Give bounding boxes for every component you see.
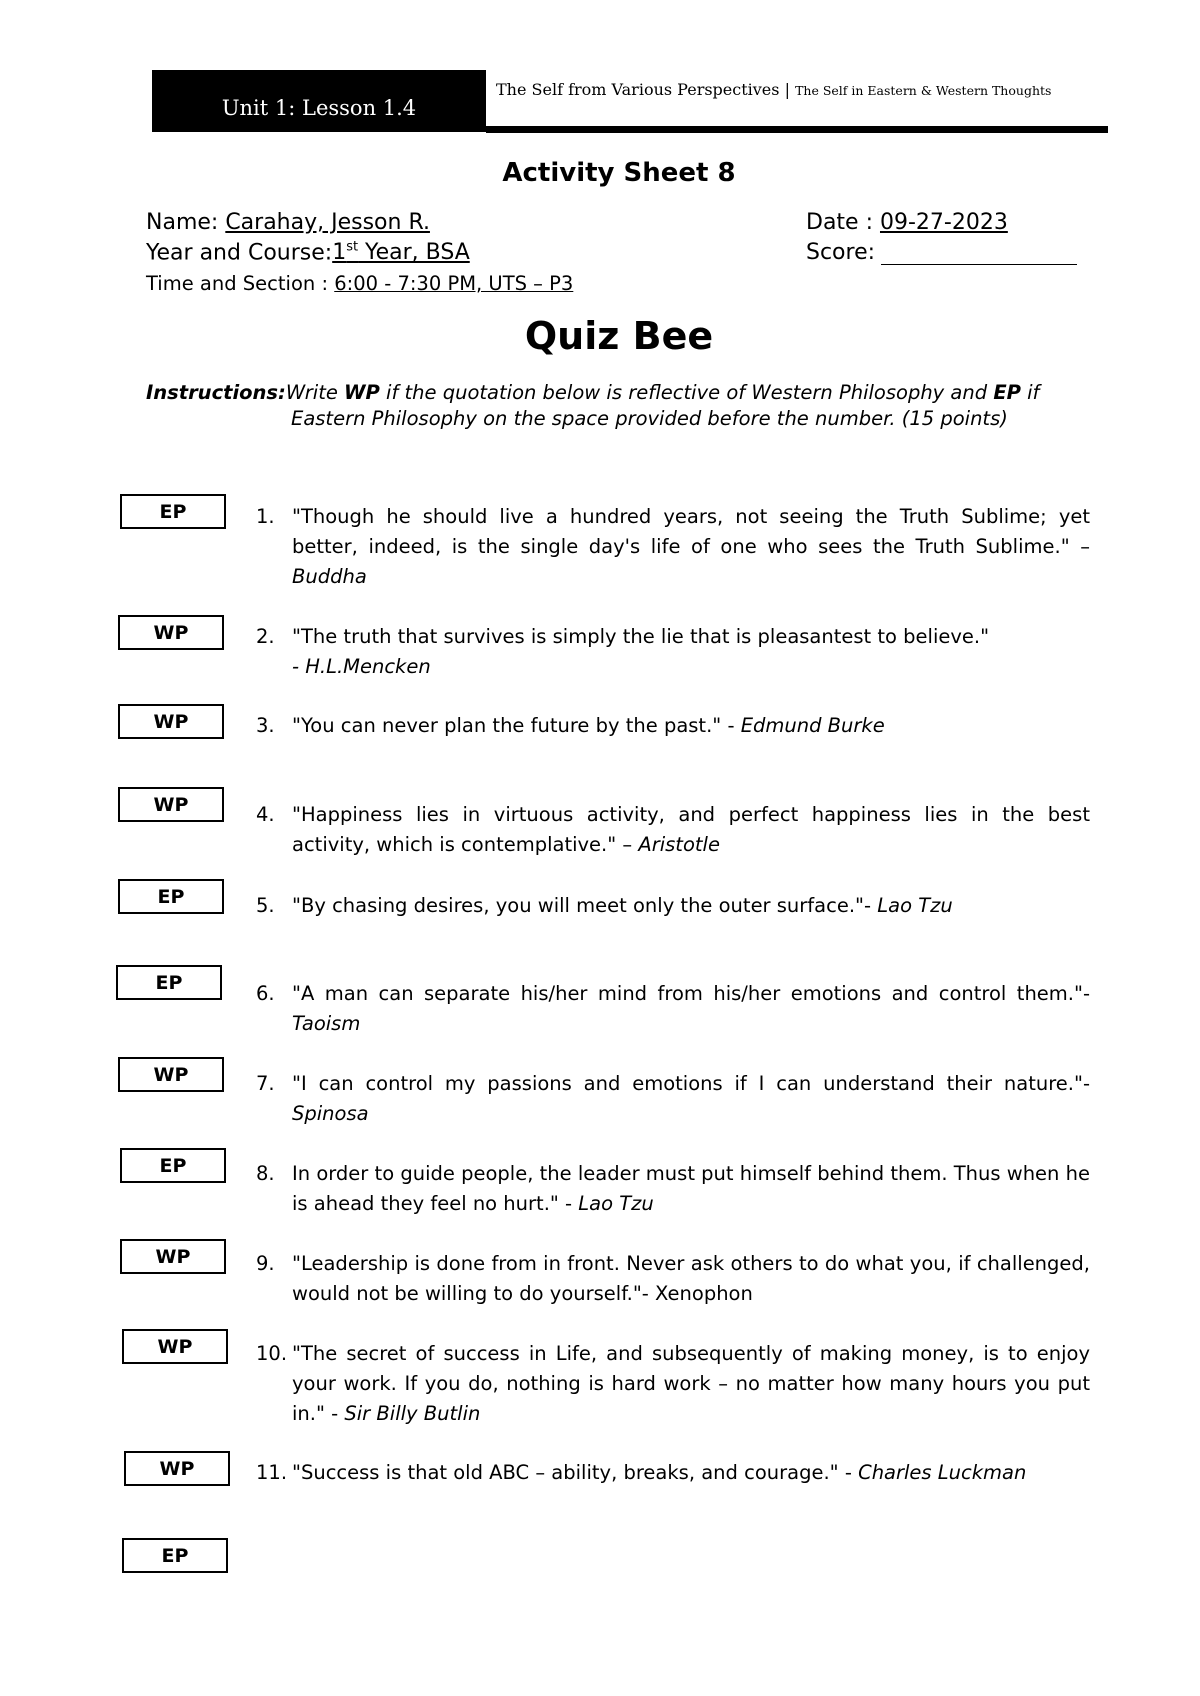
quiz-title: Quiz Bee xyxy=(524,314,714,358)
question-text: "Success is that old ABC – ability, breaks, and courage." - xyxy=(292,1461,852,1484)
question-author: Taoism xyxy=(292,1012,361,1035)
question-number: 7. xyxy=(256,1072,275,1095)
question-author: Charles Luckman xyxy=(858,1461,1027,1484)
question-text: "By chasing desires, you will meet only the outer surface."- xyxy=(292,894,872,917)
question-6 xyxy=(256,979,1090,1039)
question-text: "The truth that survives is simply the lie that is pleasantest to believe." xyxy=(292,625,990,648)
instructions-label: Instructions: xyxy=(146,381,286,404)
year-course-row xyxy=(146,240,470,265)
question-1 xyxy=(256,502,1090,592)
question-8 xyxy=(256,1159,1090,1219)
answer-box-7[interactable]: WP xyxy=(118,1057,224,1092)
name-label: Name: xyxy=(146,210,226,235)
question-2 xyxy=(256,622,1090,682)
question-text: In order to guide people, the leader must put himself behind them. Thus when he is ahead they feel no hurt." - xyxy=(292,1162,1090,1215)
question-author: Lao Tzu xyxy=(578,1192,654,1215)
answer-box-1[interactable]: EP xyxy=(120,494,226,529)
year-course-label: Year and Course: xyxy=(146,240,333,266)
question-7 xyxy=(256,1069,1090,1129)
question-11 xyxy=(256,1458,1090,1488)
sheet-title: Activity Sheet 8 xyxy=(502,158,736,188)
header-title xyxy=(496,80,1051,99)
question-3 xyxy=(256,711,1090,741)
answer-box-8[interactable]: EP xyxy=(120,1148,226,1183)
instructions: Instructions:Write WP if the quotation below is reflective of Western Philosophy and EP if Eastern Philosophy on the space provided before the number. (15 points) xyxy=(146,380,1090,432)
question-number: 6. xyxy=(256,982,275,1005)
question-author: Buddha xyxy=(292,565,367,588)
instructions-line-2: Eastern Philosophy on the space provided before the number. (15 points) xyxy=(291,407,1008,430)
question-text: "Though he should live a hundred years, not seeing the Truth Sublime; yet better, indeed, is the single day's life of one who sees the Truth Sublime." – xyxy=(292,505,1090,558)
date-value: 09-27-2023 xyxy=(879,210,1008,235)
question-4 xyxy=(256,800,1090,860)
question-author: - H.L.Mencken xyxy=(292,655,431,678)
time-section-label: Time and Section : xyxy=(146,272,335,295)
question-number: 3. xyxy=(256,714,275,737)
date-row xyxy=(806,210,1008,235)
question-text: "I can control my passions and emotions if I can understand their nature."- xyxy=(292,1072,1090,1095)
question-author: Spinosa xyxy=(292,1102,369,1125)
answer-box-2[interactable]: WP xyxy=(118,615,224,650)
score-label: Score: xyxy=(806,240,876,265)
question-5 xyxy=(256,891,1090,921)
header-subtitle: The Self in Eastern & Western Thoughts xyxy=(795,83,1052,98)
score-blank xyxy=(881,242,1077,265)
answer-box-6[interactable]: EP xyxy=(116,965,222,1000)
score-row xyxy=(806,240,1077,265)
answer-box-4[interactable]: WP xyxy=(118,787,224,822)
answer-box-10[interactable]: WP xyxy=(122,1329,228,1364)
question-author: Edmund Burke xyxy=(740,714,885,737)
question-number: 9. xyxy=(256,1252,275,1275)
question-number: 1. xyxy=(256,505,275,528)
name-row xyxy=(146,210,430,235)
header-separator: | xyxy=(784,80,790,99)
question-10 xyxy=(256,1339,1090,1429)
question-text: "The secret of success in Life, and subsequently of making money, is to enjoy your work. If you do, nothing is hard work – no matter how many hours you put in." - xyxy=(292,1342,1090,1425)
header-rule xyxy=(486,126,1108,133)
question-text: "Leadership is done from in front. Never ask others to do what you, if challenged, would not be willing to do yourself."- Xenophon xyxy=(292,1252,1090,1305)
answer-box-12[interactable]: EP xyxy=(122,1538,228,1573)
time-section-row xyxy=(146,272,573,295)
header-divider-tick xyxy=(482,70,485,82)
name-value: Carahay, Jesson R. xyxy=(225,210,430,235)
question-text: "You can never plan the future by the past." - xyxy=(292,714,735,737)
question-number: 2. xyxy=(256,625,275,648)
time-section-value: 6:00 - 7:30 PM, UTS – P3 xyxy=(334,272,574,295)
unit-lesson-banner xyxy=(152,70,486,132)
answer-box-5[interactable]: EP xyxy=(118,879,224,914)
question-number: 8. xyxy=(256,1162,275,1185)
question-author: Lao Tzu xyxy=(877,894,953,917)
answer-box-3[interactable]: WP xyxy=(118,704,224,739)
year-course-value: 1st Year, BSA xyxy=(332,240,470,266)
question-text: "Happiness lies in virtuous activity, and perfect happiness lies in the best activity, which is contemplative." – xyxy=(292,803,1090,856)
unit-lesson-label: Unit 1: Lesson 1.4 xyxy=(221,96,417,120)
question-number: 11. xyxy=(256,1461,288,1484)
question-author: Aristotle xyxy=(638,833,720,856)
date-label: Date : xyxy=(806,210,880,235)
question-author: Sir Billy Butlin xyxy=(344,1402,481,1425)
answer-box-9[interactable]: WP xyxy=(120,1239,226,1274)
question-number: 4. xyxy=(256,803,275,826)
question-number: 10. xyxy=(256,1342,288,1365)
answer-box-11[interactable]: WP xyxy=(124,1451,230,1486)
question-9 xyxy=(256,1249,1090,1309)
question-number: 5. xyxy=(256,894,275,917)
question-text: "A man can separate his/her mind from his/her emotions and control them."- xyxy=(292,982,1090,1005)
header-main-title: The Self from Various Perspectives xyxy=(496,80,780,99)
